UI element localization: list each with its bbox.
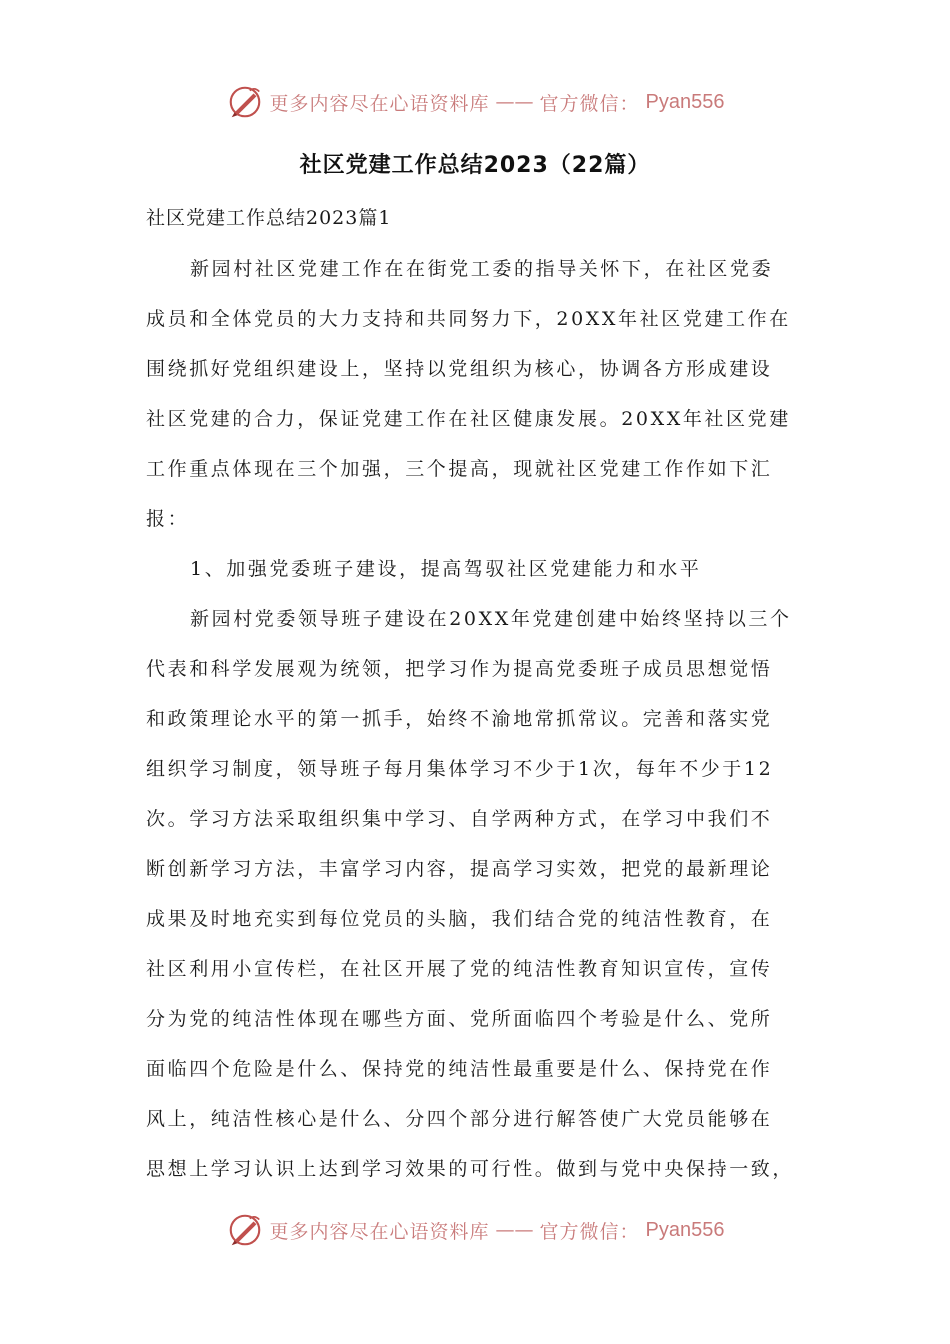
pen-logo-icon xyxy=(226,83,264,121)
banner-slogan: 更多内容尽在心语资料库 xyxy=(269,92,490,115)
body-line: 组织学习制度，领导班子每月集体学习不少于1次，每年不少于12 xyxy=(146,758,774,780)
banner-slogan: 更多内容尽在心语资料库 xyxy=(269,1220,490,1243)
body-line: 社区利用小宣传栏，在社区开展了党的纯洁性教育知识宣传，宣传 xyxy=(146,958,773,980)
body-line: 围绕抓好党组织建设上，坚持以党组织为核心，协调各方形成建设 xyxy=(146,358,773,380)
banner-wechat-id: Pyan556 xyxy=(645,1218,725,1241)
body-line: 成果及时地充实到每位党员的头脑，我们结合党的纯洁性教育，在 xyxy=(146,908,773,930)
body-line: 工作重点体现在三个加强，三个提高，现就社区党建工作作如下汇 xyxy=(146,458,773,480)
document-body xyxy=(146,244,810,1194)
body-line: 风上，纯洁性核心是什么、分四个部分进行解答使广大党员能够在 xyxy=(146,1108,773,1130)
body-line: 和政策理论水平的第一抓手，始终不渝地常抓常议。完善和落实党 xyxy=(146,708,773,730)
banner-wechat-label: 官方微信： xyxy=(539,92,640,115)
banner-wechat-id: Pyan556 xyxy=(645,90,725,113)
footer-banner xyxy=(0,1208,950,1252)
body-line: 新园村党委领导班子建设在20XX年党建创建中始终坚持以三个 xyxy=(190,608,792,630)
banner-dash: —— xyxy=(495,91,534,113)
body-line: 社区党建的合力，保证党建工作在社区健康发展。20XX年社区党建 xyxy=(146,408,791,430)
banner-dash: —— xyxy=(495,1219,534,1241)
body-line: 成员和全体党员的大力支持和共同努力下，20XX年社区党建工作在 xyxy=(146,308,791,330)
body-line: 新园村社区党建工作在在街党工委的指导关怀下，在社区党委 xyxy=(190,258,774,280)
body-line: 代表和科学发展观为统领，把学习作为提高党委班子成员思想觉悟 xyxy=(146,658,773,680)
section-heading: 社区党建工作总结2023篇1 xyxy=(146,207,392,229)
body-line: 报： xyxy=(146,508,190,530)
body-line: 次。学习方法采取组织集中学习、自学两种方式，在学习中我们不 xyxy=(146,808,773,830)
banner-wechat-label: 官方微信： xyxy=(539,1220,640,1243)
body-line: 1、加强党委班子建设，提高驾驭社区党建能力和水平 xyxy=(190,558,702,580)
header-banner xyxy=(0,80,950,124)
pen-logo-icon xyxy=(226,1211,264,1249)
body-line: 面临四个危险是什么、保持党的纯洁性最重要是什么、保持党在作 xyxy=(146,1058,773,1080)
body-line: 断创新学习方法，丰富学习内容，提高学习实效，把党的最新理论 xyxy=(146,858,773,880)
body-line: 思想上学习认识上达到学习效果的可行性。做到与党中央保持一致， xyxy=(146,1158,795,1180)
document-title: 社区党建工作总结2023（22篇） xyxy=(299,153,651,178)
body-line: 分为党的纯洁性体现在哪些方面、党所面临四个考验是什么、党所 xyxy=(146,1008,773,1030)
